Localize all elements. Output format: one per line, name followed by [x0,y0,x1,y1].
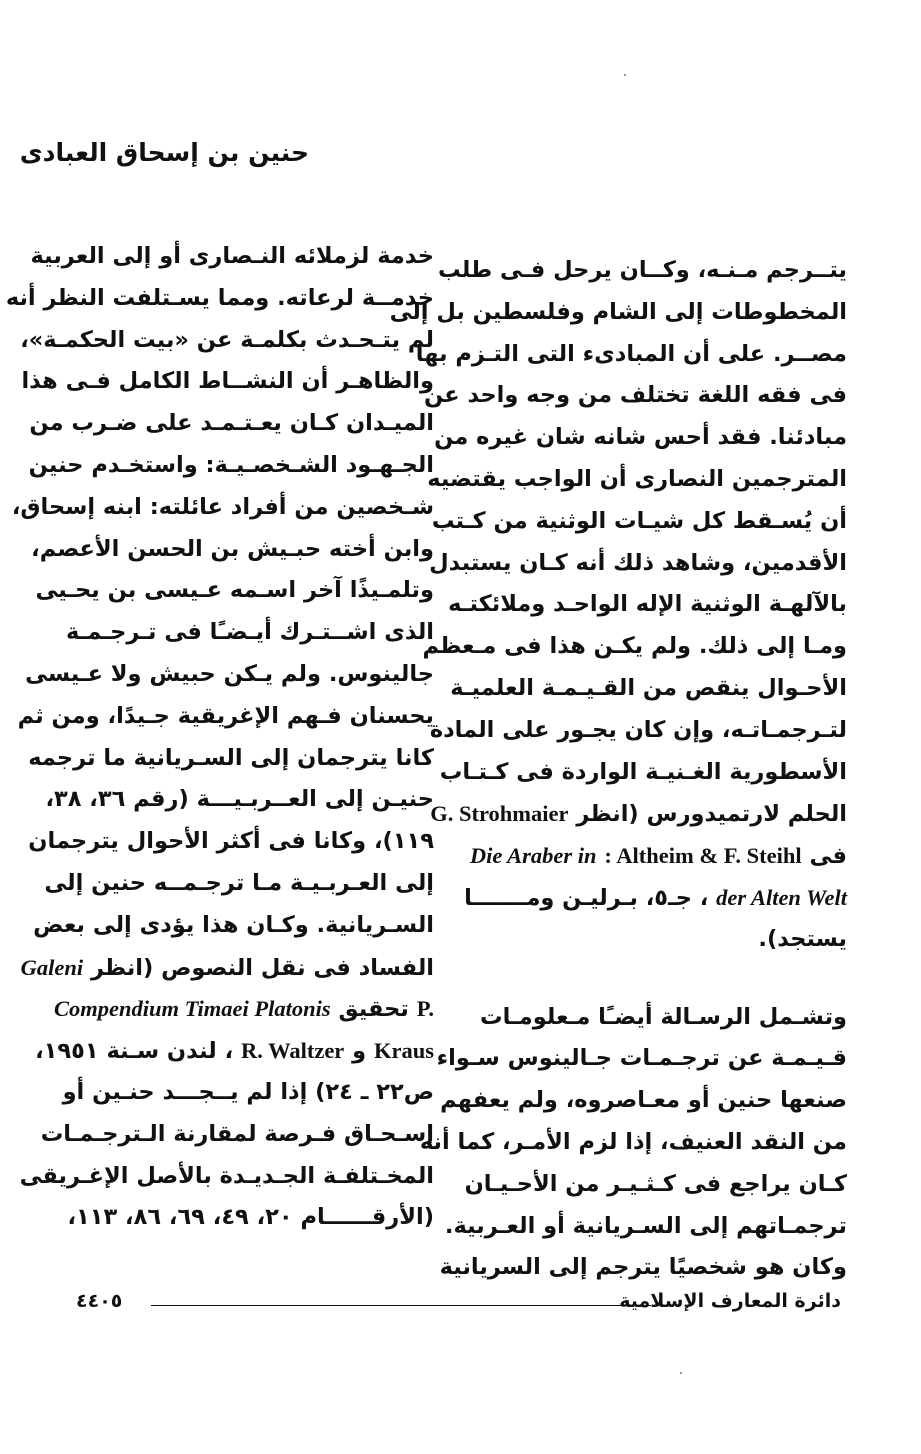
text-line [464,877,847,919]
text-line: الأقدمين، وشاهد ذلك أنه كـان يستبدل [429,549,847,576]
text-line: والظاهـر أن النشــاط الكامل فـى هذا [21,368,434,395]
scan-speck [624,74,626,76]
text-line: يتــرجم مـنـه، وكــان يرحل فـى طلب [438,257,847,283]
text-line: الأحـوال ينقص من القـيـمـة العلميـة [450,674,847,701]
text-line: أن يُسـقط كل شيـات الوثنية من كـتب [431,507,847,534]
text-fragment: ، لندن سـنة ١٩٥١، [35,1038,234,1065]
text-line: وكان هو شخصيًا يترجم إلى السريانية [439,1254,847,1281]
text-line: قـيـمـة عن ترجـمـات جـالينوس سـواء [436,1045,847,1072]
text-line [430,793,847,835]
text-line: حنيـن إلى العــربـيـــة (رقم ٣٦، ٣٨، [45,786,434,813]
latin-text: R. Waltzer [240,1038,345,1064]
text-fragment: و [352,1038,367,1065]
footer-rule [151,1305,651,1306]
text-line: وابن أخته حبـيش بن الحسن الأعصم، [31,535,434,562]
left-column [5,236,434,1239]
text-line: كـان يراجع فى كـثـيـر من الأحـيـان [464,1170,847,1197]
text-line: صنعها حنين أو معـاصروه، ولم يعفهم [440,1087,847,1114]
text-line: وتلمـيذًا آخر اسـمه عـيسى بن يحـيى [35,577,434,604]
page-number: ٤٤٠٥ [76,1290,123,1312]
latin-text: Kraus [373,1038,434,1064]
latin-reference [470,843,802,869]
text-line: المخـتلفـة الجـديـدة بالأصل الإغـريقى [19,1162,434,1189]
text-line: بالآلهـة الوثنية الإله الواحـد وملائكتـه [448,591,847,618]
text-line: المترجمين النصارى أن الواجب يقتضيه [427,465,847,492]
text-fragment: الفساد فى نقل النصوص (انظر [90,954,434,981]
text-line [469,835,847,877]
latin-italic-title: Die Araber in [469,843,597,869]
text-line: (الأرقــــــام ٢٠، ٤٩، ٦٩، ٨٦، ١١٣، [67,1204,434,1231]
text-line: خدمة لزملائه النـصارى أو إلى العربية [30,243,434,269]
text-line: خدمــة لرعاته. ومما يسـتلفت النظر أنه [5,284,434,311]
text-line: يستجد). [758,925,847,952]
text-line: ترجمـاتهم إلى السـريانية أو العـربية. [444,1212,847,1239]
text-line: السـريانية. وكـان هذا يؤدى إلى بعض [33,911,434,938]
page-footer [76,1290,841,1320]
text-line: الميـدان كـان يعـتـمـد على ضـرب من [29,410,434,437]
latin-text: P. [416,996,434,1022]
scan-speck [680,1372,682,1374]
text-line: من النقد العنيف، إذا لزم الأمـر، كما أنه [419,1128,847,1155]
latin-italic-title: der Alten Welt [716,884,847,910]
text-line: شـخصين من أفراد عائلته: ابنه إسحاق، [11,493,434,520]
text-line: وتشـمل الرسـالة أيضـًا مـعلومـات [480,1003,847,1030]
text-line: المخطوطات إلى الشام وفلسطين بل إلى [389,298,847,325]
text-fragment: فى [809,843,847,870]
latin-italic-title: Compendium Timaei Platonis [53,996,331,1022]
text-line: فى فقه اللغة تختلف من وجه واحد عن [424,382,847,409]
text-line: لم يتـحـدث بكلمـة عن «بيت الحكمـة»، [20,326,434,353]
running-title: حنين بن إسحاق العبادى [19,138,309,167]
footer-journal-title: دائرة المعارف الإسلامية [619,1290,841,1312]
text-line: إلى العـربـيـة مـا ترجـمــه حنين إلى [44,869,434,896]
text-line: لتـرجمـاتـه، وإن كان يجـور على المادة [429,716,847,743]
text-fragment: تحقيق [338,996,409,1023]
text-line [53,988,434,1030]
text-fragment: ، جـ٥، بـرليـن ومـــــــا [464,884,709,911]
text-line: مصــر. على أن المبادىء التى التـزم بها [415,340,847,367]
latin-reference: G. Strohmaier [430,801,569,827]
text-line: مبادئنا. فقد أحس شانه شان غيره من [434,424,847,451]
text-line: ١١٩)، وكانا فى أكثر الأحوال يترجمان [28,828,434,855]
text-fragment: الحلم لارتميدورس (انظر [576,801,847,828]
text-line: الجـهـود الشـخصـيـة: واستخـدم حنين [28,451,434,478]
paragraph-gap [492,961,847,997]
text-line: ص٢٢ ـ ٢٤) إذا لم يــجـــد حنـين أو [62,1078,434,1105]
text-line [20,947,434,989]
text-line: إسـحـاق فـرصة لمقارنة الـترجـمـات [40,1120,434,1147]
text-line: كانا يترجمان إلى السـريانية ما ترجمه [28,744,434,771]
text-line: الذى اشــتـرك أيـضـًا فى تـرجـمـة [66,619,434,646]
latin-text: : Altheim & F. Steihl [604,843,802,869]
latin-italic-title: Galeni [20,954,84,980]
text-line: يحسنان فـهم الإغريقية جـيدًا، ومن ثم [17,702,434,729]
text-line: الأسطورية الغـنيـة الواردة فى كـتـاب [439,758,847,785]
text-line: جالينوس. ولم يـكن حبيش ولا عـيسى [25,660,434,687]
text-line: ومـا إلى ذلك. ولم يكـن هذا فى مـعظم [422,633,847,660]
text-line [35,1030,434,1072]
